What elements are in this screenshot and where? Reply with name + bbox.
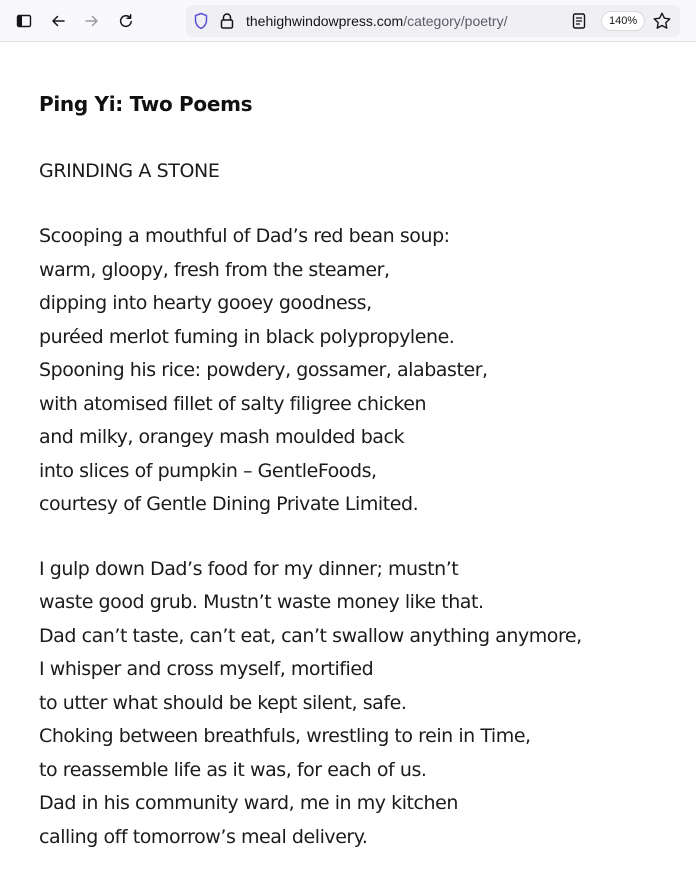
poem-title: GRINDING A STONE: [39, 160, 220, 182]
url-path: /category/poetry/: [403, 13, 508, 29]
reload-button[interactable]: [112, 7, 140, 35]
poem-line: puréed merlot fuming in black polypropylene.: [39, 325, 455, 348]
lock-icon[interactable]: [220, 12, 234, 30]
reader-view-icon[interactable]: [571, 12, 587, 30]
poem-line: Dad can’t taste, can’t eat, can’t swallow anything anymore,: [39, 624, 582, 647]
sidebar-toggle-button[interactable]: [10, 7, 38, 35]
poem-line: dipping into hearty gooey goodness,: [39, 292, 372, 314]
shield-icon[interactable]: [193, 12, 209, 30]
poem-body: [39, 220, 679, 854]
poem-line: I gulp down Dad’s food for my dinner; mustn’t: [39, 557, 459, 580]
sidebar-icon: [16, 13, 32, 29]
poem-line: warm, gloopy, fresh from the steamer,: [39, 258, 390, 281]
bookmark-star-icon[interactable]: [652, 11, 672, 31]
reload-icon: [118, 13, 134, 29]
poem-line: Dad in his community ward, me in my kitchen: [39, 792, 458, 814]
poem-line: waste good grub. Mustn’t waste money like that.: [39, 591, 484, 613]
url-text[interactable]: [246, 13, 507, 29]
post-title[interactable]: Ping Yi: Two Poems: [39, 92, 253, 116]
address-bar[interactable]: [186, 5, 680, 37]
poem-line: I whisper and cross myself, mortified: [39, 658, 374, 680]
browser-toolbar: [0, 0, 696, 42]
url-host: thehighwindowpress.com: [246, 13, 404, 29]
poem-line: Choking between breathfuls, wrestling to rein in Time,: [39, 725, 531, 747]
poem-line: to utter what should be kept silent, safe.: [39, 691, 407, 714]
poem-line: into slices of pumpkin – GentleFoods,: [39, 459, 377, 482]
stanza: [39, 220, 679, 522]
arrow-left-icon: [50, 13, 66, 29]
poem-line: and milky, orangey mash moulded back: [39, 426, 405, 448]
back-button[interactable]: [44, 7, 72, 35]
stanza: [39, 553, 679, 855]
arrow-right-icon: [84, 13, 100, 29]
poem-line: calling off tomorrow’s meal delivery.: [39, 825, 368, 848]
poem-line: with atomised fillet of salty filigree chicken: [39, 392, 427, 415]
poem-line: to reassemble life as it was, for each of us.: [39, 758, 427, 781]
zoom-level-button[interactable]: 140%: [601, 11, 645, 31]
poem-line: Scooping a mouthful of Dad’s red bean soup:: [39, 225, 450, 247]
poem-line: Spooning his rice: powdery, gossamer, alabaster,: [39, 359, 488, 381]
poem-line: courtesy of Gentle Dining Private Limited.: [39, 493, 419, 515]
forward-button[interactable]: [78, 7, 106, 35]
article: [39, 86, 679, 854]
